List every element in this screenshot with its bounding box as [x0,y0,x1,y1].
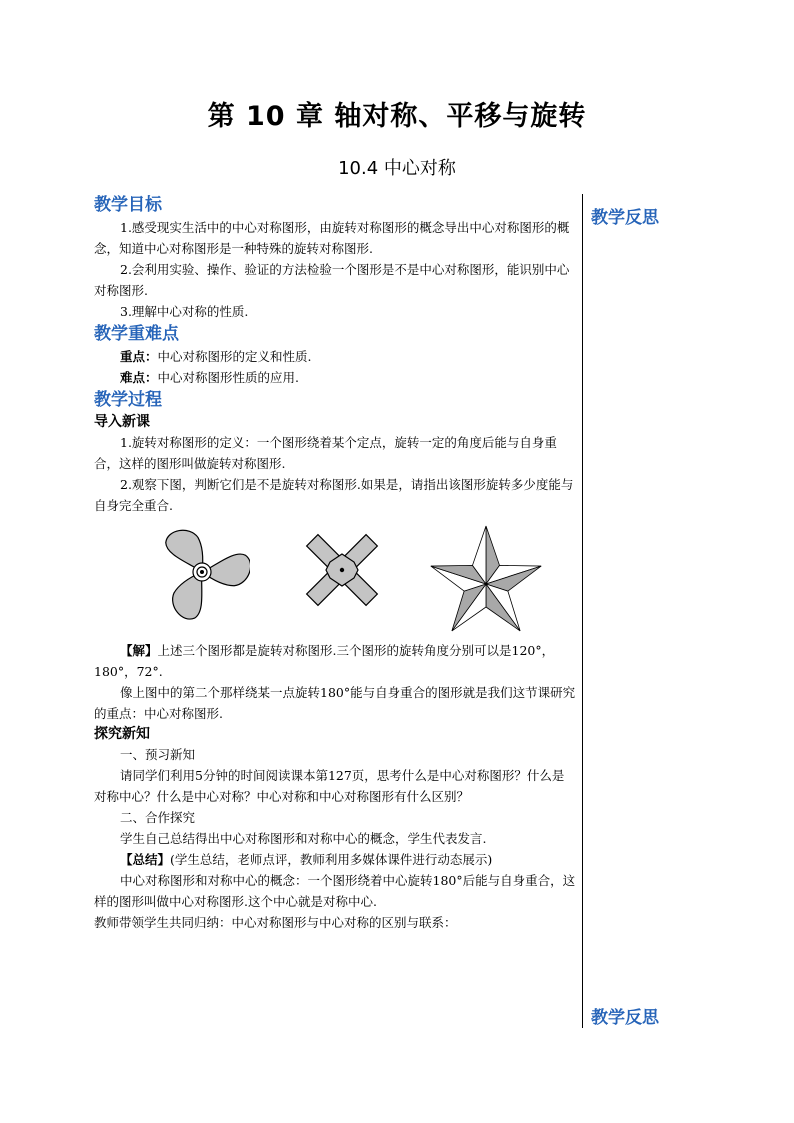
difficulty-line [94,367,576,388]
summary-line [94,849,576,870]
section-title: 10.4 中心对称 [338,158,456,179]
solution-text: 上述三个图形都是旋转对称图形.三个图形的旋转角度分别可以是120°，180°，72°. [94,643,555,679]
key-note: 像上图中的第二个那样绕某一点旋转180°能与自身重合的图形就是我们这节课研究的重点：中心对称图形. [94,685,576,721]
intro-heading: 导入新课 [94,414,150,430]
propeller-center-dot [200,570,204,574]
intro-definition: 1.旋转对称图形的定义：一个图形绕着某个定点，旋转一定的角度后能与自身重合，这样的图形叫做旋转对称图形. [94,435,557,471]
explore-heading: 探究新知 [94,726,150,742]
reflection-heading-bottom: 教学反思 [591,1008,659,1028]
star-figure [424,522,548,638]
difficulty-text: 中心对称图形性质的应用. [157,370,299,385]
key-points-heading: 教学重难点 [94,324,179,344]
coop-title: 二、合作探究 [120,810,196,825]
focus-line [94,346,576,367]
focus-text: 中心对称图形的定义和性质. [157,349,312,364]
objective-item: 1.感受现实生活中的中心对称图形，由旋转对称图形的概念导出中心对称图形的概念，知道中心对称图形是一种特殊的旋转对称图形. [94,220,570,256]
preview-title: 一、预习新知 [120,747,196,762]
difficulty-label: 难点： [120,370,158,385]
figure-row [94,522,576,634]
reflection-heading-top: 教学反思 [591,208,659,228]
concept-definition: 中心对称图形和对称中心的概念：一个图形绕着中心旋转180°后能与自身重合，这样的图形叫做中心对称图形.这个中心就是对称中心. [94,873,576,909]
summary-text: (学生总结，老师点评，教师利用多媒体课件进行动态展示) [170,852,493,867]
summary-label: 【总结】 [120,852,171,867]
objectives-heading: 教学目标 [94,195,162,215]
focus-label: 重点： [120,349,158,364]
preview-text: 请同学们利用5分钟的时间阅读课本第127页，思考什么是中心对称图形？什么是对称中心？什么是中心对称？中心对称和中心对称图形有什么区别？ [94,768,565,804]
teacher-note: 教师带领学生共同归纳：中心对称图形与中心对称的区别与联系： [94,915,457,930]
star-facets [431,526,541,631]
solution-paragraph [94,640,576,682]
process-heading: 教学过程 [94,390,162,410]
propeller-figure [154,522,250,622]
chapter-title: 第 10 章 轴对称、平移与旋转 [207,101,587,132]
solution-label: 【解】 [120,643,158,658]
cross-center-dot [340,568,344,572]
intro-question: 2.观察下图，判断它们是不是旋转对称图形.如果是，请指出该图形旋转多少度能与自身完全重合. [94,477,574,513]
column-divider [582,194,583,1028]
cross-figure [294,522,390,618]
coop-text: 学生自己总结得出中心对称图形和对称中心的概念，学生代表发言. [120,831,487,846]
lesson-content [94,193,576,933]
objective-item: 2.会利用实验、操作、验证的方法检验一个图形是不是中心对称图形，能识别中心对称图形. [94,262,570,298]
objective-item: 3.理解中心对称的性质. [120,304,249,319]
